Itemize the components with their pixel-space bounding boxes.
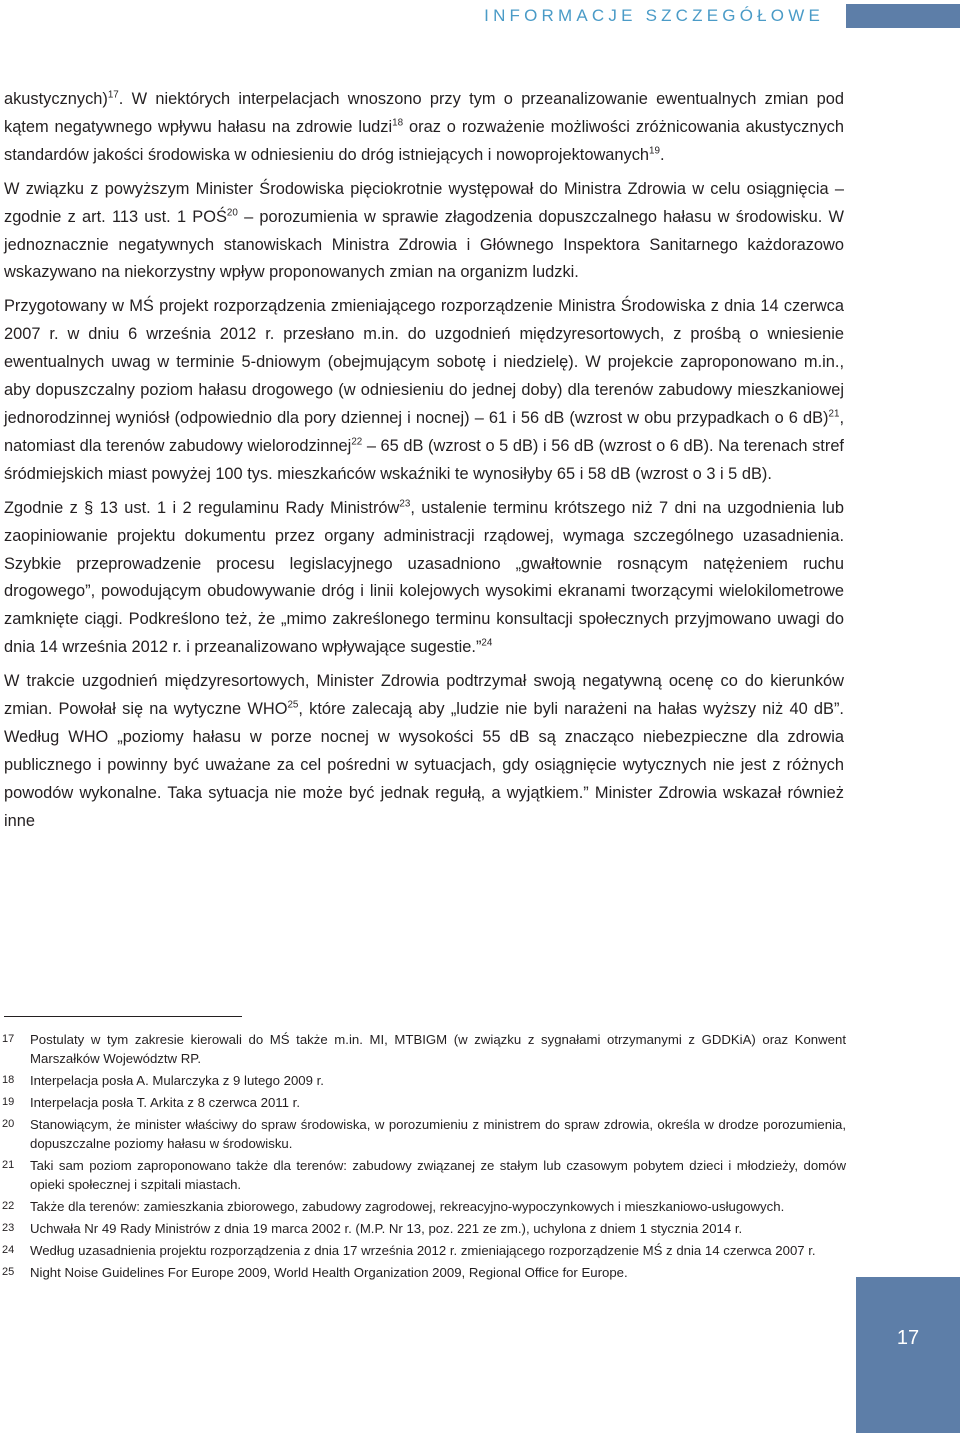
footnote-ref: 18 <box>392 117 404 129</box>
page-number: 17 <box>896 1327 920 1349</box>
paragraph <box>4 668 844 835</box>
footnote <box>0 1071 846 1090</box>
footnote-text: Night Noise Guidelines For Europe 2009, World Health Organization 2009, Regional Office for Europe. <box>30 1265 628 1280</box>
paragraph-text: , natomiast dla terenów zabudowy wielorodzinnej <box>4 408 844 455</box>
footnote-number: 22 <box>2 1200 15 1212</box>
footnote-number: 23 <box>2 1222 15 1234</box>
paragraph-text: . <box>659 145 665 164</box>
paragraph-text: Zgodnie z § 13 ust. 1 i 2 regulaminu Rady Ministrów <box>4 498 400 517</box>
paragraph-text: – porozumienia w sprawie złagodzenia dopuszczalnego hałasu w środowisku. W jednoznacznie negatywnych stanowiskach Ministra Zdrowia i Głównego Inspektora Sanitarnego każdorazowo wskazywano na niekorzystny wpływ proponowanych zmian na organizm ludzki. <box>4 207 844 282</box>
footnote <box>0 1115 846 1153</box>
footnote <box>0 1219 846 1238</box>
footnote <box>0 1263 846 1282</box>
section-title: INFORMACJE SZCZEGÓŁOWE <box>484 6 824 25</box>
footnote-text: Interpelacja posła A. Mularczyka z 9 lutego 2009 r. <box>30 1073 324 1088</box>
footnote-ref: 23 <box>399 498 411 510</box>
paragraph-text: , które zalecają aby „ludzie nie byli narażeni na hałas wyższy niż 40 dB”. Według WHO „poziomy hałasu w porze nocnej w wysokości 55 dB są znacząco niebezpieczne dla zdrowia publicznego i powinny być uważane za cel pośredni w sytuacjach, gdy osiągnięcie wytycznych nie jest z różnych powodów wykonalne. Taka sytuacja nie może być jednak regułą, a wyjątkiem.” Minister Zdrowia wskazał również inne <box>4 700 844 830</box>
footnote <box>0 1030 846 1068</box>
footnotes <box>0 1030 846 1285</box>
footnote-ref: 22 <box>351 436 363 448</box>
paragraph <box>4 495 844 662</box>
paragraph <box>4 293 844 488</box>
footnote-ref: 20 <box>226 207 238 219</box>
footnote-ref: 21 <box>828 408 840 420</box>
footnote-number: 24 <box>2 1244 15 1256</box>
paragraph-text: Przygotowany w MŚ projekt rozporządzenia zmieniającego rozporządzenie Ministra Środowiska z dnia 14 czerwca 2007 r. w dniu 6 września 2012 r. przesłano m.in. do uzgodnień międzyresortowych, z prośbą o wniesienie ewentualnych uwag w terminie 5-dniowym (obejmującym sobotę i niedzielę). W projekcie zaproponowano m.in., aby dopuszczalny poziom hałasu drogowego (w odniesieniu do jednej doby) dla terenów zabudowy mieszkaniowej jednorodzinnej wyniósł (odpowiednio dla pory dziennej i nocnej) – 61 i 56 dB (wzrost w obu przypadkach o 6 dB) <box>4 297 844 427</box>
footnote-text: Także dla terenów: zamieszkania zbiorowego, zabudowy zagrodowej, rekreacyjno-wypoczynkowych i mieszkaniowo-usługowych. <box>30 1199 785 1214</box>
main-text <box>4 86 844 842</box>
footnote-number: 21 <box>2 1159 15 1171</box>
footnote-separator <box>4 1016 242 1017</box>
footnote-ref: 19 <box>649 145 660 157</box>
footnote <box>0 1093 846 1112</box>
footnote <box>0 1197 846 1216</box>
footnote-text: Według uzasadnienia projektu rozporządzenia z dnia 17 września 2012 r. zmieniającego rozporządzenie MŚ z dnia 14 czerwca 2007 r. <box>30 1243 816 1258</box>
paragraph-text: W związku z powyższym Minister Środowiska pięciokrotnie występował do Ministra Zdrowia w celu osiągnięcia – zgodnie z art. 113 ust. 1 POŚ <box>4 179 844 226</box>
footnote-text: Stanowiącym, że minister właściwy do spraw środowiska, w porozumieniu z ministrem do spraw zdrowia, określa w drodze porozumienia, dopuszczalne poziomy hałasu w środowisku. <box>30 1117 846 1151</box>
page-number-box <box>856 1277 960 1433</box>
footnote-number: 25 <box>2 1266 15 1278</box>
paragraph-text: . W niektórych interpelacjach wnoszono przy tym o przeanalizowanie ewentualnych zmian pod kątem negatywnego wpływu hałasu na zdrowie ludzi <box>4 90 844 136</box>
paragraph-text: , ustalenie terminu krótszego niż 7 dni na uzgodnienia lub zaopiniowanie projektu dokumentu przez organy administracji rządowej, wymaga szczególnego uzasadnienia. Szybkie przeprowadzenie procesu legislacyjnego uzasadniono „gwałtownie rosnącym natężeniem ruchu drogowego”, powodującym obudowywanie dróg i linii kolejowych wysokimi ekranami tworzącymi wielokilometrowe zamknięte ciągi. Podkreślono też, że „mimo zakreślonego terminu konsultacji społecznych przyjmowano uwagi do dnia 14 września 2012 r. i przeanalizowano wpływające sugestie.” <box>4 498 844 657</box>
paragraph <box>4 176 844 288</box>
footnote-text: Interpelacja posła T. Arkita z 8 czerwca 2011 r. <box>30 1095 300 1110</box>
footnote-number: 17 <box>2 1033 15 1045</box>
footnote <box>0 1241 846 1260</box>
footnote-ref: 24 <box>481 637 493 649</box>
footnote-ref: 17 <box>107 89 119 101</box>
footnote-ref: 25 <box>287 699 299 711</box>
paragraph-text: – 65 dB (wzrost o 5 dB) i 56 dB (wzrost o 6 dB). Na terenach stref śródmiejskich miast powyżej 100 tys. mieszkańców wskaźniki te wynosiłyby 65 i 58 dB (wzrost o 3 i 5 dB). <box>4 436 844 483</box>
footnote-text: Postulaty w tym zakresie kierowali do MŚ także m.in. MI, MTBIGM (w związku z sygnałami otrzymanymi z GDDKiA) oraz Konwent Marszałków Województw RP. <box>30 1032 846 1066</box>
paragraph-text: akustycznych) <box>4 90 108 108</box>
footnote-number: 19 <box>2 1096 15 1108</box>
footnote-number: 18 <box>2 1074 15 1086</box>
footnote <box>0 1156 846 1194</box>
header-color-block <box>846 4 960 28</box>
paragraph-text: W trakcie uzgodnień międzyresortowych, Minister Zdrowia podtrzymał swoją negatywną ocenę co do kierunków zmian. Powołał się na wytyczne WHO <box>4 672 844 719</box>
footnote-number: 20 <box>2 1118 15 1130</box>
footnote-text: Uchwała Nr 49 Rady Ministrów z dnia 19 marca 2002 r. (M.P. Nr 13, poz. 221 ze zm.), uchylona z dniem 1 stycznia 2014 r. <box>30 1221 743 1236</box>
footnote-text: Taki sam poziom zaproponowano także dla terenów: zabudowy związanej ze stałym lub czasowym pobytem dzieci i młodzieży, domów opieki społecznej i szpitali miastach. <box>30 1158 846 1192</box>
paragraph-text: oraz o rozważenie możliwości zróżnicowania akustycznych standardów jakości środowiska w odniesieniu do dróg istniejących i nowoprojektowanych <box>4 117 844 164</box>
paragraph <box>4 86 844 170</box>
